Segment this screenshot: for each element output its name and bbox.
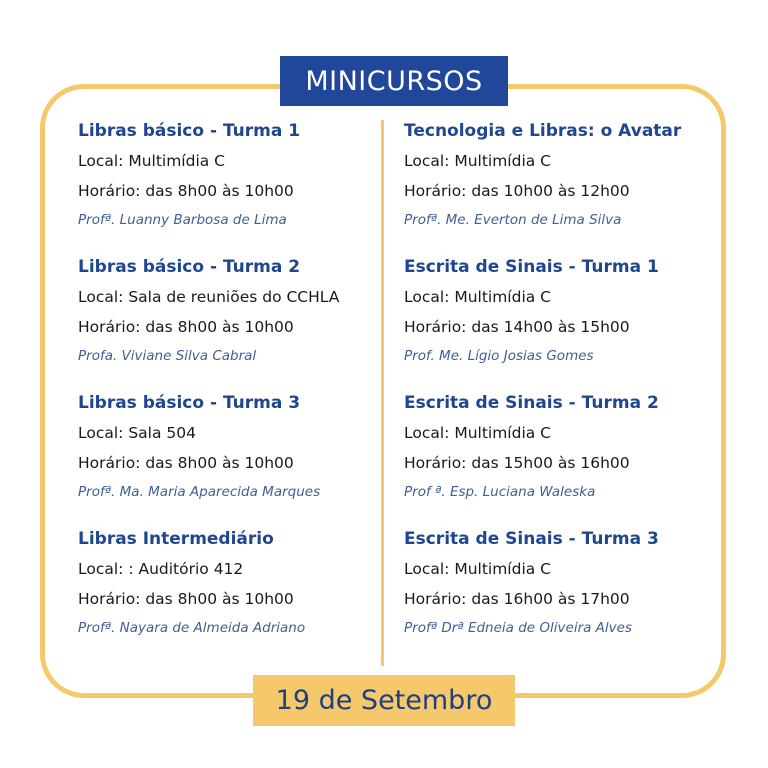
course-title: Libras básico - Turma 2: [78, 257, 301, 277]
course-card: [404, 392, 714, 502]
course-card: [404, 528, 714, 638]
page-title: MINICURSOS: [305, 65, 483, 97]
course-title: Escrita de Sinais - Turma 2: [404, 393, 659, 413]
title-badge: [280, 56, 508, 106]
course-location: Local: Multimídia C: [404, 288, 552, 306]
course-card: [78, 392, 388, 502]
course-time: Horário: das 10h00 às 12h00: [404, 182, 630, 200]
course-location: Local: Sala 504: [78, 424, 196, 442]
course-time: Horário: das 14h00 às 15h00: [404, 318, 630, 336]
course-instructor: Profª Drª Edneia de Oliveira Alves: [404, 620, 632, 636]
course-location: Local: Sala de reuniões do CCHLA: [78, 288, 340, 306]
course-instructor: Profª. Me. Everton de Lima Silva: [404, 212, 622, 228]
course-location: Local: Multimídia C: [404, 560, 552, 578]
course-time: Horário: das 15h00 às 16h00: [404, 454, 630, 472]
course-title: Libras Intermediário: [78, 529, 274, 549]
course-time: Horário: das 8h00 às 10h00: [78, 318, 294, 336]
course-title: Libras básico - Turma 1: [78, 121, 301, 141]
course-time: Horário: das 8h00 às 10h00: [78, 182, 294, 200]
course-card: [78, 256, 388, 366]
course-card: [78, 528, 388, 638]
course-card: [404, 120, 714, 230]
course-location: Local: Multimídia C: [404, 424, 552, 442]
course-card: [404, 256, 714, 366]
course-location: Local: Multimídia C: [404, 152, 552, 170]
course-title: Escrita de Sinais - Turma 1: [404, 257, 659, 277]
course-instructor: Profª. Luanny Barbosa de Lima: [78, 212, 287, 228]
course-instructor: Prof ª. Esp. Luciana Waleska: [404, 484, 596, 500]
course-location: Local: : Auditório 412: [78, 560, 244, 578]
date-badge: [253, 675, 515, 726]
course-title: Libras básico - Turma 3: [78, 393, 301, 413]
course-title: Escrita de Sinais - Turma 3: [404, 529, 659, 549]
course-title: Tecnologia e Libras: o Avatar: [404, 121, 682, 141]
course-time: Horário: das 8h00 às 10h00: [78, 454, 294, 472]
course-instructor: Profª. Ma. Maria Aparecida Marques: [78, 484, 321, 500]
event-date: 19 de Setembro: [275, 685, 493, 716]
course-time: Horário: das 16h00 às 17h00: [404, 590, 630, 608]
course-location: Local: Multimídia C: [78, 152, 226, 170]
course-card: [78, 120, 388, 230]
course-instructor: Profa. Viviane Silva Cabral: [78, 348, 257, 364]
course-instructor: Profª. Nayara de Almeida Adriano: [78, 620, 306, 636]
course-time: Horário: das 8h00 às 10h00: [78, 590, 294, 608]
course-instructor: Prof. Me. Lígio Josias Gomes: [404, 348, 594, 364]
